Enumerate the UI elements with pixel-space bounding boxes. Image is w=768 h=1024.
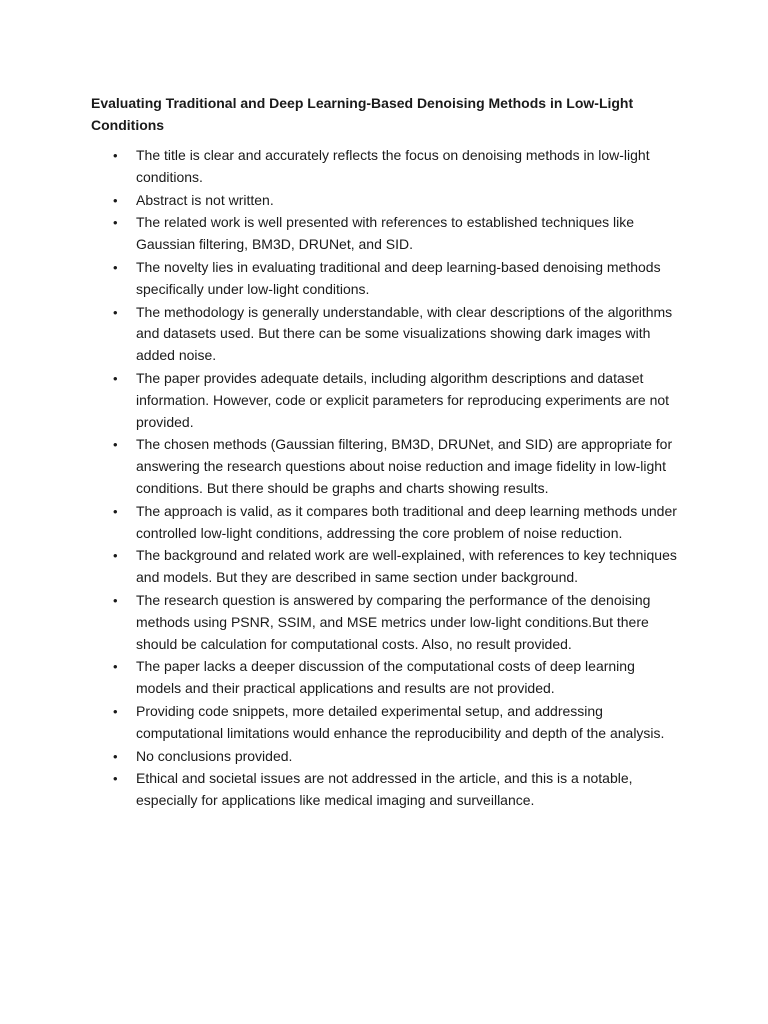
list-item [91, 501, 678, 545]
bullet-icon: • [113, 148, 118, 163]
list-item [91, 434, 678, 499]
bullet-icon: • [113, 304, 118, 320]
list-item-text: The chosen methods (Gaussian filtering, BM3D, DRUNet, and SID) are appropriate for answering the research questions about noise reduction and image fidelity in low-light conditions. But there should be graphs and charts showing results. [136, 436, 673, 496]
bullet-icon: • [113, 703, 118, 719]
list-item-text: The approach is valid, as it compares both traditional and deep learning methods under controlled low-light conditions, addressing the core problem of noise reduction. [136, 502, 677, 541]
list-item [91, 190, 678, 212]
list-item-text: The research question is answered by comparing the performance of the denoising methods using PSNR, SSIM, and MSE metrics under low-light conditions.But there should be calculation for computational costs. Also, no result provided. [136, 591, 651, 652]
list-item-text: The paper lacks a deeper discussion of the computational costs of deep learning models and their practical applications and results are not provided. [136, 658, 635, 697]
bullet-icon: • [113, 259, 118, 275]
list-item [91, 302, 678, 367]
document-title: Evaluating Traditional and Deep Learning-Based Denoising Methods in Low-Light Conditions [91, 95, 634, 133]
list-item-text: The paper provides adequate details, including algorithm descriptions and dataset information. However, code or explicit parameters for reproducing experiments are not provided. [136, 369, 670, 430]
list-item [91, 145, 678, 189]
bullet-icon: • [113, 748, 118, 764]
list-item-text: Ethical and societal issues are not addressed in the article, and this is a notable, especially for applications like medical imaging and surveillance. [136, 770, 633, 809]
list-item [91, 746, 678, 768]
bullet-icon: • [113, 771, 118, 787]
bullet-icon: • [113, 437, 118, 453]
list-item [91, 701, 678, 745]
bullet-icon: • [113, 503, 118, 519]
list-item [91, 257, 678, 301]
review-bullet-list [91, 145, 678, 812]
list-item-text: Abstract is not written. [136, 191, 274, 208]
bullet-icon: • [113, 192, 118, 208]
list-item [91, 656, 678, 700]
list-item [91, 768, 678, 812]
bullet-icon: • [113, 659, 118, 675]
list-item [91, 212, 678, 256]
list-item-text: No conclusions provided. [136, 747, 293, 764]
bullet-icon: • [113, 215, 118, 231]
list-item-text: The background and related work are well-explained, with references to key techniques and models. But they are described in same section under background. [136, 547, 677, 586]
list-item [91, 590, 678, 655]
list-item-text: The methodology is generally understandable, with clear descriptions of the algorithms and datasets used. But there can be some visualizations showing dark images with added noise. [136, 303, 673, 364]
bullet-icon: • [113, 370, 118, 386]
list-item [91, 545, 678, 589]
list-item [91, 368, 678, 433]
list-item-text: Providing code snippets, more detailed experimental setup, and addressing computational limitations would enhance the reproducibility and depth of the analysis. [136, 702, 665, 741]
bullet-icon: • [113, 592, 118, 608]
list-item-text: The novelty lies in evaluating traditional and deep learning-based denoising methods specifically under low-light conditions. [136, 258, 661, 297]
list-item-text: The title is clear and accurately reflects the focus on denoising methods in low-light conditions. [136, 147, 650, 185]
list-item-text: The related work is well presented with references to established techniques like Gaussian filtering, BM3D, DRUNet, and SID. [136, 214, 635, 253]
bullet-icon: • [113, 548, 118, 564]
